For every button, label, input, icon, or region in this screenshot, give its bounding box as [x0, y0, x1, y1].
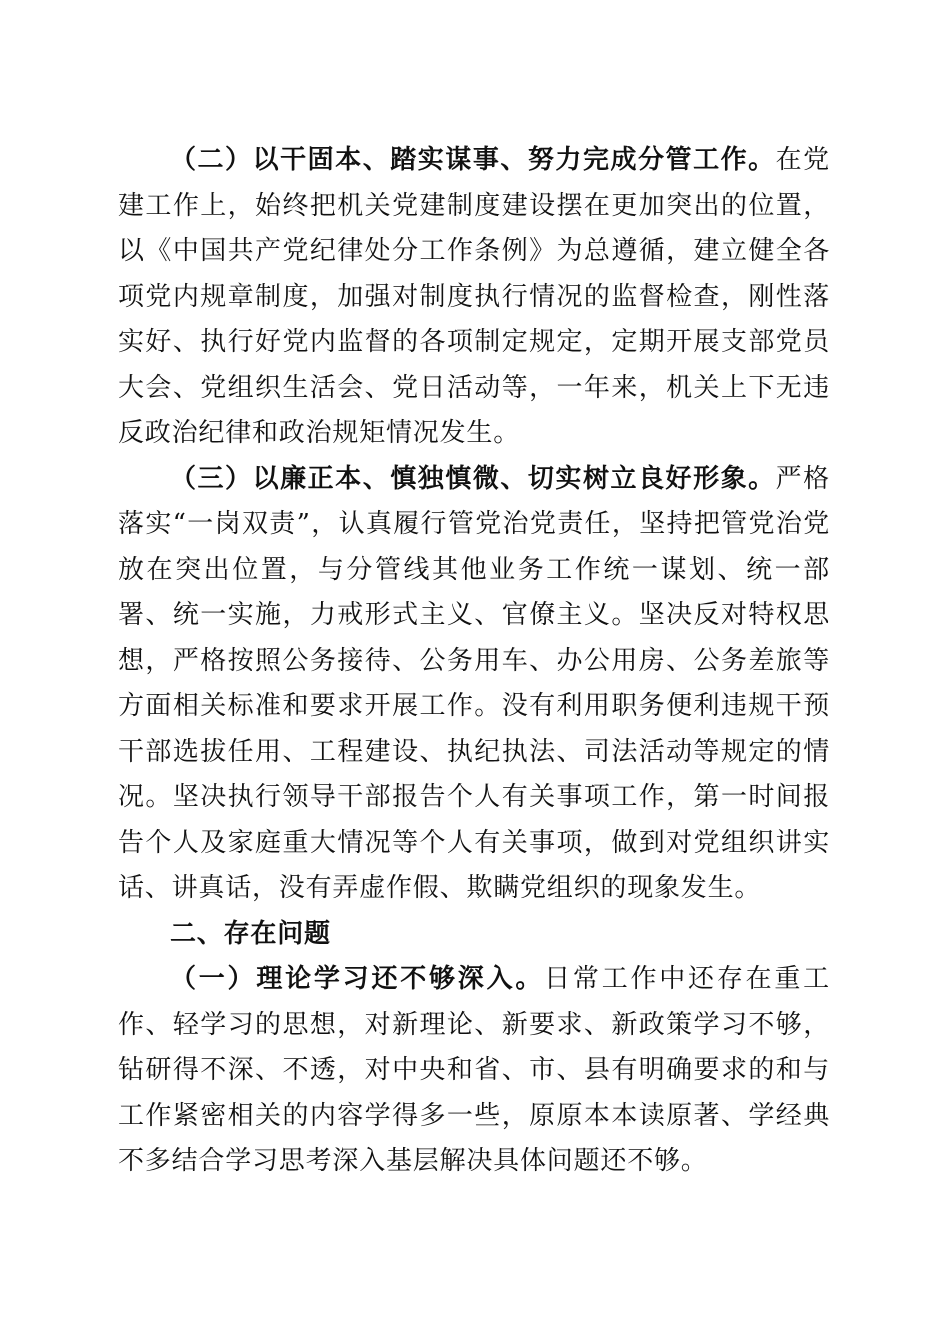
- paragraph-work-responsibility: [118, 138, 830, 457]
- paragraph-text: 在党建工作上，始终把机关党建制度建设摆在更加突出的位置，以《中国共产党纪律处分工作条例》为总遵循，建立健全各项党内规章制度，加强对制度执行情况的监督检查，刚性落实好、执行好党内监督的各项制定规定，定期开展支部党员大会、党组织生活会、党日活动等，一年来，机关上下无违反政治纪律和政治规矩情况发生。: [118, 145, 830, 448]
- paragraph-lead: （一）理论学习还不够深入。: [170, 964, 545, 994]
- paragraph-lead: （三）以廉正本、慎独慎微、切实树立良好形象。: [170, 463, 776, 494]
- section-heading-problems: 二、存在问题: [170, 918, 331, 949]
- document-body: [118, 138, 830, 1185]
- paragraph-integrity: [118, 457, 830, 912]
- paragraph-theory-study: [118, 957, 830, 1185]
- paragraph-text: 严格落实“一岗双责”，认真履行管党治党责任，坚持把管党治党放在突出位置，与分管线其他业务工作统一谋划、统一部署、统一实施，力戒形式主义、官僚主义。坚决反对特权思想，严格按照公务接待、公务用车、办公用房、公务差旅等方面相关标准和要求开展工作。没有利用职务便利违规干预干部选拔任用、工程建设、执纪执法、司法活动等规定的情况。坚决执行领导干部报告个人有关事项工作，第一时间报告个人及家庭重大情况等个人有关事项，做到对党组织讲实话、讲真话，没有弄虚作假、欺瞒党组织的现象发生。: [118, 463, 830, 903]
- paragraph-text: 日常工作中还存在重工作、轻学习的思想，对新理论、新要求、新政策学习不够，钻研得不深、不透，对中央和省、市、县有明确要求的和与工作紧密相关的内容学得多一些，原原本本读原著、学经典不多结合学习思考深入基层解决具体问题还不够。: [118, 964, 830, 1176]
- paragraph-lead: （二）以干固本、踏实谋事、努力完成分管工作。: [170, 145, 776, 175]
